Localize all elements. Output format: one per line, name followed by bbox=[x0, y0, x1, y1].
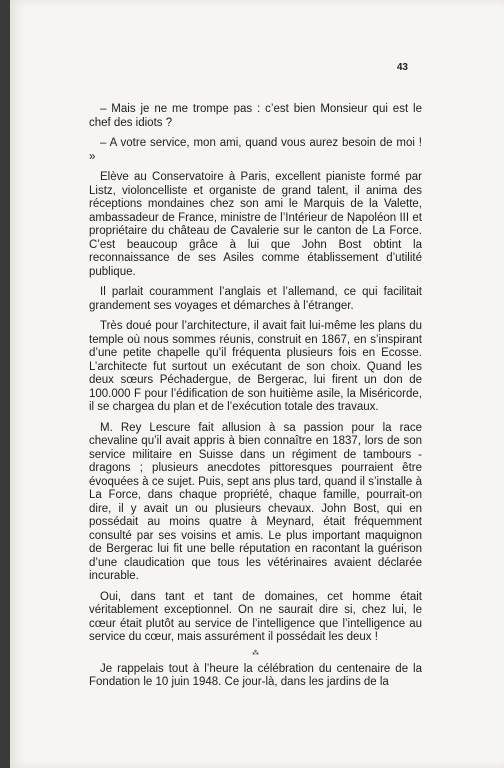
paragraph-dialogue-2: – A votre service, mon ami, quand vous aurez besoin de moi ! » bbox=[89, 137, 422, 163]
paragraph-architecture: Très doué pour l’architecture, il avait fait lui-même les plans du temple où nous sommes réunis, construit en 1867, en s’inspirant d’une petite chapelle qu’il fréquenta plusieurs fois en Ecosse. L’architecte fut surtout un exécutant de son choix. Quand les deux sœurs Péchadergue, de Bergerac, lui firent un don de 100.000 F pour l’édification de son huitième asile, la Miséricorde, il se chargea du plan et de l’exécution totale des travaux. bbox=[89, 320, 422, 413]
paragraph-exceptional: Oui, dans tant et tant de domaines, cet homme était véritablement exceptionnel. On ne saurait dire si, chez lui, le cœur était plutôt au service de l’intelligence que l’intelligence au service du cœur, mais assurément il possédait les deux ! bbox=[89, 590, 422, 643]
body-text bbox=[89, 103, 422, 697]
paragraph-biography: Elève au Conservatoire à Paris, excellent pianiste formé par Listz, violoncelliste et organiste de grand talent, il anima des réceptions mondaines chez son ami le Marquis de la Valette, ambassadeur de France, ministre de l’Intérieur de Napoléon III et propriétaire du château de Cavalerie sur le canton de La Force. C’est beaucoup grâce à lui que John Bost obtint la reconnaissance de ses Asiles comme établissement d’utilité publique. bbox=[89, 171, 422, 278]
paragraph-horses: M. Rey Lescure fait allusion à sa passion pour la race chevaline qu’il avait appris à bien connaître en 1837, lors de son service militaire en Suisse dans un régiment de tambours - dragons ; plusieurs anecdotes pittoresques pourraient être évoquées à ce sujet. Puis, sept ans plus tard, quand il s’installe à La Force, dans chaque propriété, chaque famille, pourrait-on dire, il y avait un ou plusieurs chevaux. John Bost, qui en possédait au moins quatre à Meynard, était fréquemment consulté par ses voisins et amis. Le plus important maquignon de Bergerac lui fit une belle réputation en racontant la guérison d’une claudication que tous les vétérinaires avaient déclarée incurable. bbox=[89, 421, 422, 582]
section-separator: ⁂ bbox=[252, 649, 259, 657]
paragraph-dialogue-1: – Mais je ne me trompe pas : c’est bien Monsieur qui est le chef des idiots ? bbox=[89, 103, 422, 129]
book-page bbox=[10, 0, 504, 768]
paragraph-languages: Il parlait couramment l’anglais et l’allemand, ce qui facilitait grandement ses voyages et démarches à l’étranger. bbox=[89, 286, 422, 312]
paragraph-centenary: Je rappelais tout à l’heure la célébration du centenaire de la Fondation le 10 juin 1948. Ce jour-là, dans les jardins de la bbox=[89, 662, 422, 688]
page-number: 43 bbox=[396, 62, 408, 73]
